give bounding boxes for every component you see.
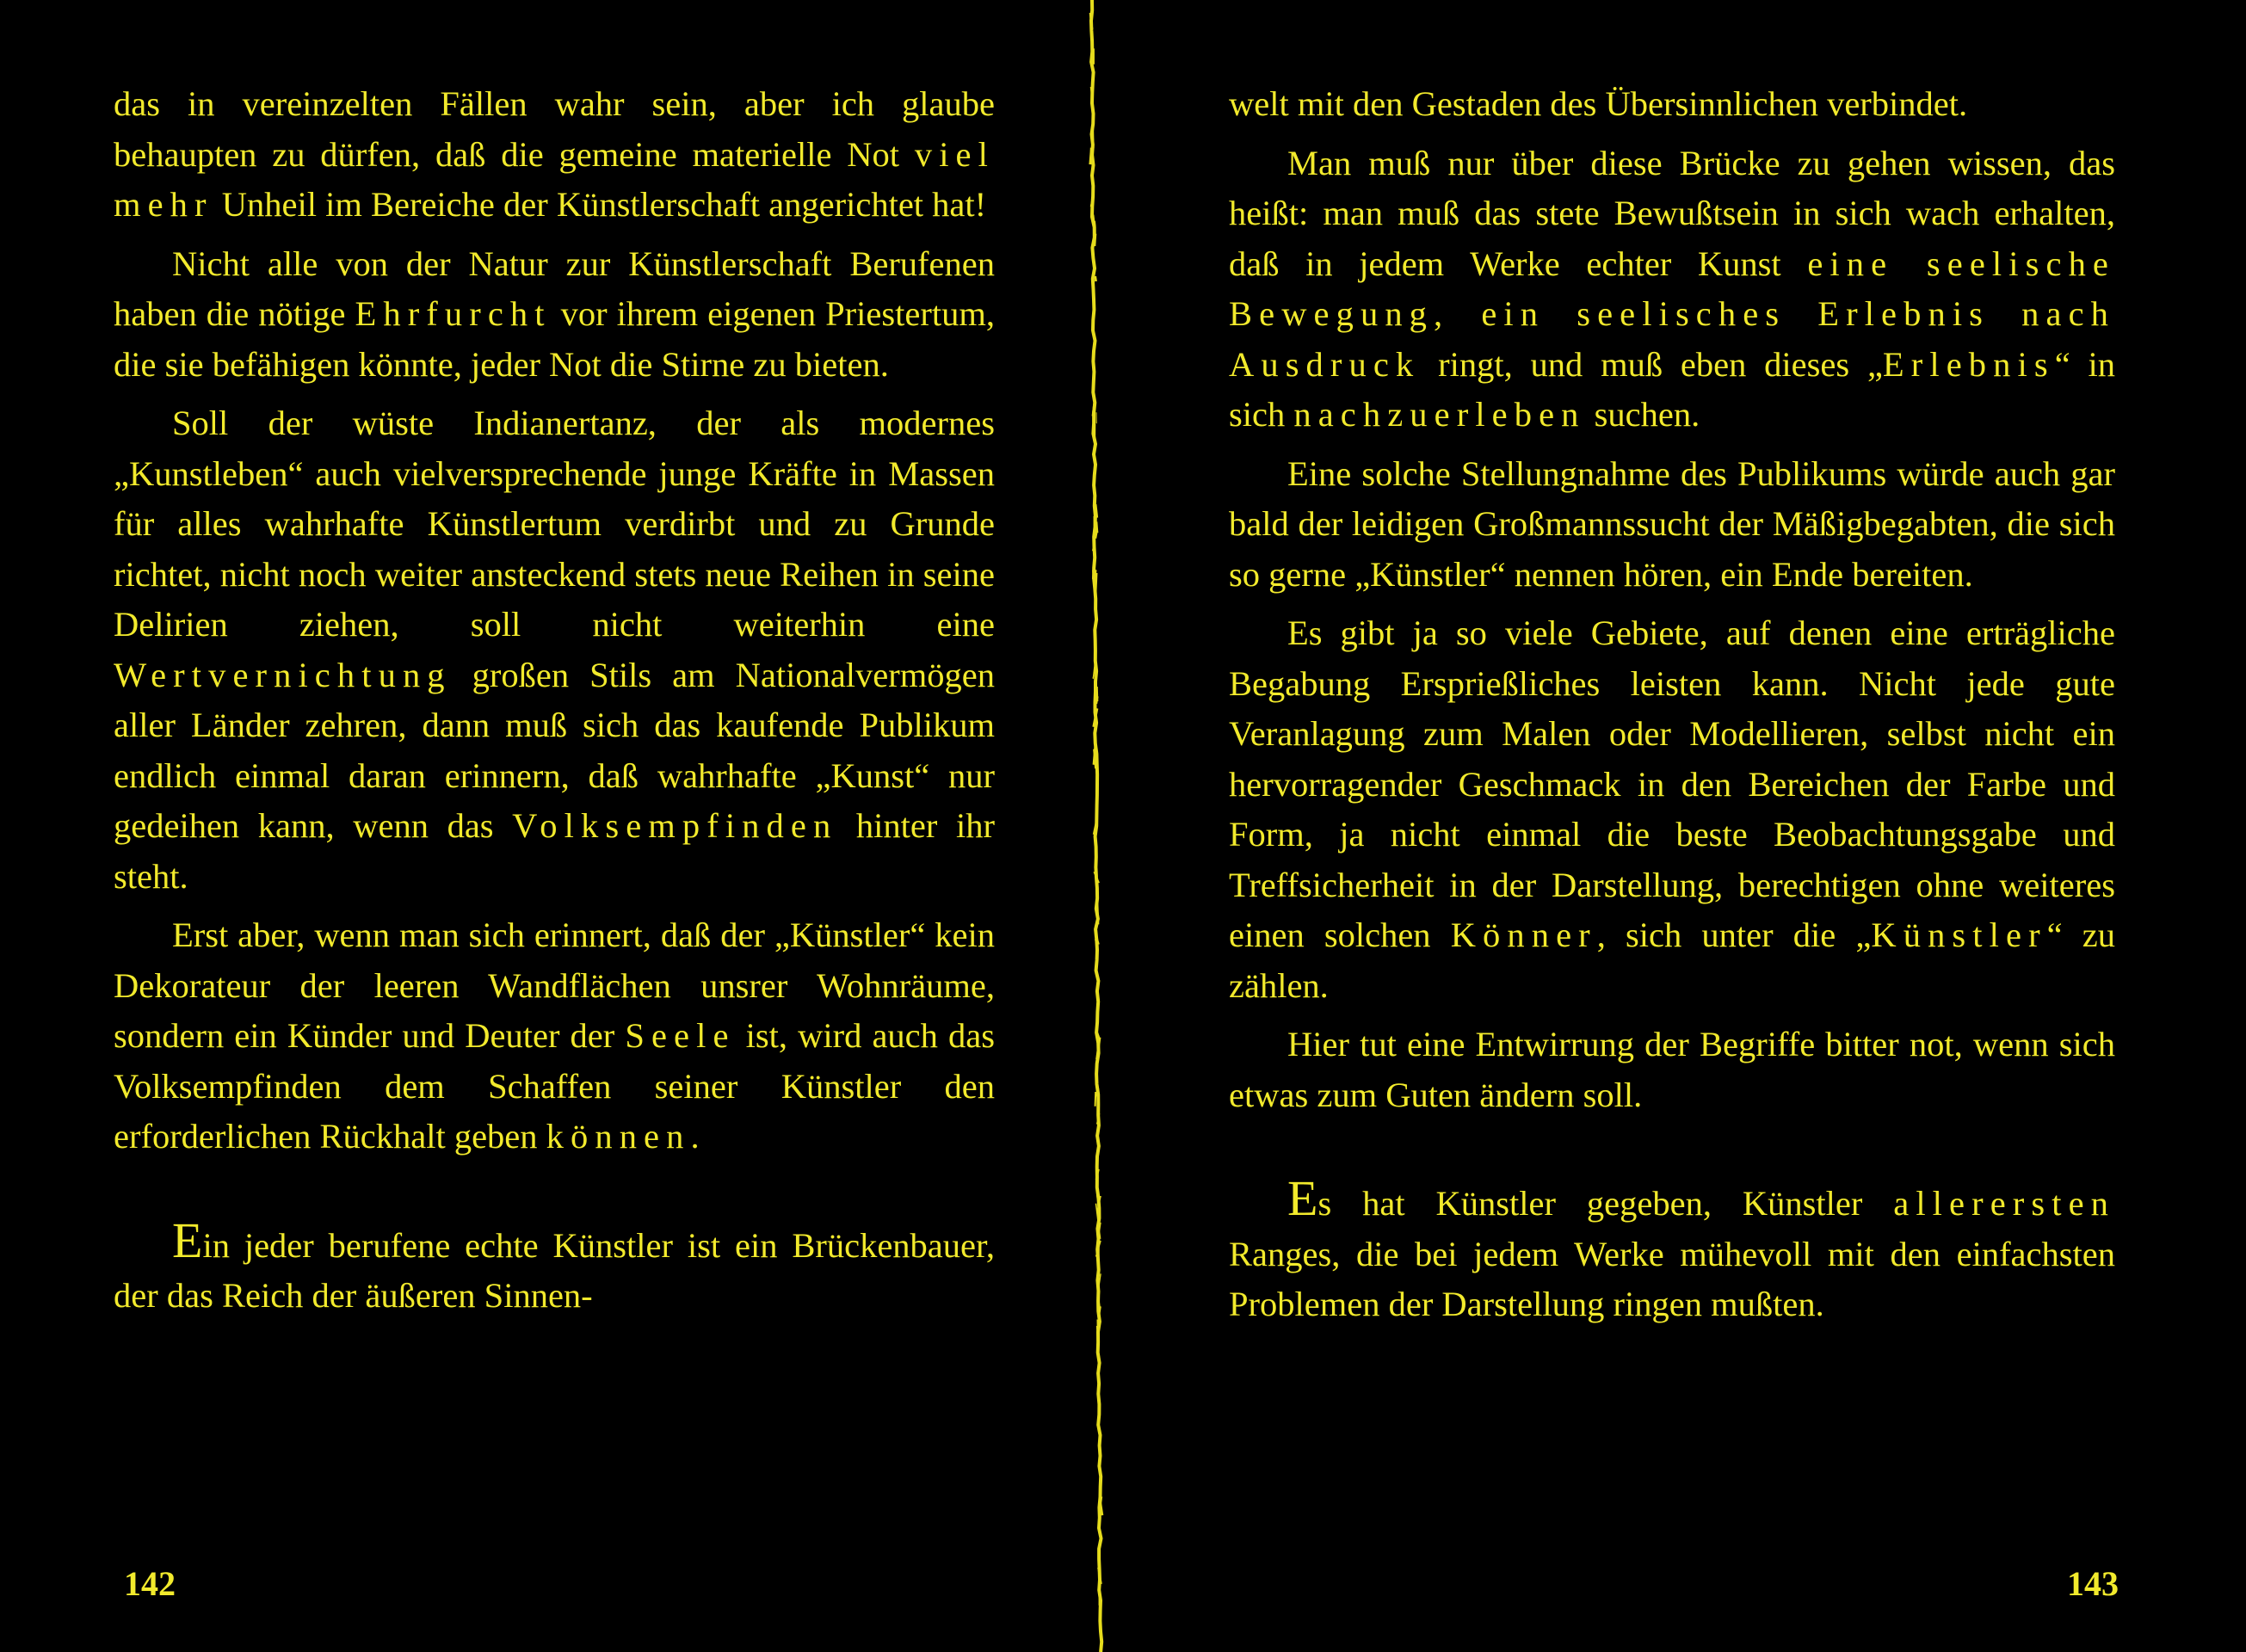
spaced-emphasis: Künstler bbox=[1871, 915, 2047, 954]
text-run: welt mit den Gestaden des Übersinnlichen verbindet. bbox=[1229, 84, 1968, 123]
text-run: Unheil im Bereiche der Künstlerschaft angerichtet hat! bbox=[213, 185, 987, 224]
gutter-speck bbox=[1090, 150, 1091, 164]
paragraph bbox=[1229, 79, 2115, 130]
text-run: Nicht alle von der Natur zur Künstlerschaft Berufenen haben die nötige bbox=[114, 243, 995, 333]
gutter-speck bbox=[1095, 276, 1096, 281]
text-run: in jeder berufene echte Künstler ist ein Brückenbauer, der das Reich der äußeren Sinnen- bbox=[114, 1225, 995, 1315]
text-run: Ranges, die bei jedem Werke mühevoll mit den einfachsten Problemen der Darstellung ringen mußten. bbox=[1229, 1234, 2115, 1323]
text-run: s hat Künstler gegeben, Künstler bbox=[1317, 1184, 1894, 1223]
gutter-speck bbox=[1093, 125, 1094, 148]
paragraph bbox=[114, 910, 995, 1162]
text-run: Man muß nur über diese Brücke zu gehen wissen, das heißt: man muß das stete Bewußtsein in sich wach erhalten, daß in jedem Werke echter Kunst bbox=[1229, 143, 2115, 283]
page-number-left: 142 bbox=[124, 1564, 176, 1603]
spaced-emphasis: Seele bbox=[625, 1016, 736, 1055]
spaced-emphasis: Könner bbox=[1450, 915, 1597, 954]
paragraph-text bbox=[114, 1226, 995, 1316]
initial-letter: E bbox=[1287, 1170, 1318, 1226]
text-run: Eine solche Stellungnahme des Publikums würde auch gar bald der leidigen Großmannssucht der Mäßigbegabten, die sich so gerne „Künstler“ nennen hören, ein Ende bereiten. bbox=[1229, 453, 2115, 594]
paragraph bbox=[1229, 139, 2115, 441]
text-run: das in vereinzelten Fällen wahr sein, aber ich glaube behaupten zu dürfen, daß die gemeine materielle Not bbox=[114, 84, 995, 174]
paragraph bbox=[114, 79, 995, 231]
gutter-speck bbox=[1095, 1092, 1096, 1106]
text-run: Hier tut eine Entwirrung der Begriffe bitter not, wenn sich etwas zum Guten ändern soll. bbox=[1229, 1025, 2115, 1114]
text-run: ist, wird auch das Volksempfinden dem Schaffen seiner Künstler den erforderlichen Rückhalt geben bbox=[114, 1016, 995, 1156]
right-page bbox=[1229, 79, 2115, 1330]
paragraph bbox=[114, 239, 995, 391]
gutter-speck bbox=[1097, 901, 1098, 925]
spaced-emphasis: Erlebnis bbox=[1882, 344, 2055, 384]
spaced-emphasis: Ehrfurcht bbox=[355, 294, 552, 333]
gutter-speck bbox=[1099, 1306, 1100, 1315]
paragraph bbox=[1229, 608, 2115, 1011]
gutter-speck bbox=[1090, 13, 1091, 18]
spaced-emphasis: viel mehr bbox=[114, 134, 995, 224]
spaced-emphasis: eine seelische Bewegung, ein seelisches Erlebnis nach Ausdruck bbox=[1229, 243, 2115, 384]
left-page bbox=[114, 79, 995, 1322]
page-number-right: 143 bbox=[2067, 1564, 2119, 1603]
text-run: . bbox=[690, 1117, 700, 1156]
section-paragraph bbox=[114, 1211, 995, 1322]
spaced-emphasis: Wertvernichtung bbox=[114, 655, 452, 694]
spaced-emphasis: nachzuerleben bbox=[1293, 395, 1586, 434]
text-run: suchen. bbox=[1585, 395, 1700, 434]
text-run: großen Stils am Nationalvermögen aller Länder zehren, dann muß sich das kaufende Publikum endlich einmal daran erinnern, daß wahrhafte „Kunst“ nur gedeihen kann, wenn das bbox=[114, 655, 995, 845]
spaced-emphasis: können bbox=[546, 1117, 691, 1156]
paragraph bbox=[114, 398, 995, 902]
text-run: hinter ihr steht. bbox=[114, 806, 995, 896]
section-paragraph bbox=[1229, 1170, 2115, 1330]
text-run: ringt, und muß eben dieses „ bbox=[1420, 344, 1883, 384]
text-run: Es gibt ja so viele Gebiete, auf denen eine erträgliche Begabung Ersprießliches leisten kann. Nicht jede gute Veranlagung zum Malen oder Modellieren, selbst nicht ein hervorragender Geschmack in den Bereichen der Farbe und Form, ja nicht einmal die beste Beobachtungsgabe und Treffsicherheit in der Darstellung, berechtigen ohne weiteres einen solchen bbox=[1229, 613, 2115, 954]
book-gutter bbox=[1080, 0, 1114, 1652]
gutter-speck bbox=[1095, 573, 1096, 597]
initial-letter: E bbox=[172, 1211, 203, 1268]
text-run: vor ihrem eigenen Priestertum, die sie befähigen könnte, jeder Not die Stirne zu bieten. bbox=[114, 294, 995, 384]
text-run: Erst aber, wenn man sich erinnert, daß der „Künstler“ kein Dekorateur der leeren Wandflächen unsrer Wohnräume, sondern ein Künder und Deuter der bbox=[114, 915, 995, 1055]
gutter-speck bbox=[1096, 687, 1097, 701]
gutter-speck bbox=[1096, 521, 1097, 533]
paragraph bbox=[1229, 449, 2115, 601]
paragraph-text bbox=[1229, 1184, 2115, 1323]
spaced-emphasis: Volksempfinden bbox=[512, 806, 838, 845]
paragraph bbox=[1229, 1020, 2115, 1120]
text-run: , sich unter die „ bbox=[1596, 915, 1872, 954]
spaced-emphasis: allerersten bbox=[1893, 1184, 2115, 1223]
text-run: “ in sich bbox=[1229, 344, 2115, 434]
text-run: “ zu zählen. bbox=[1229, 915, 2115, 1005]
text-run: Soll der wüste Indianertanz, der als modernes „Kunstleben“ auch vielversprechende junge Kräfte in Massen für alles wahrhafte Künstlertum verdirbt und zu Grunde richtet, nicht noch weiter ansteckend stets neue Reihen in seine Delirien ziehen, soll nicht weiterhin eine bbox=[114, 404, 995, 644]
